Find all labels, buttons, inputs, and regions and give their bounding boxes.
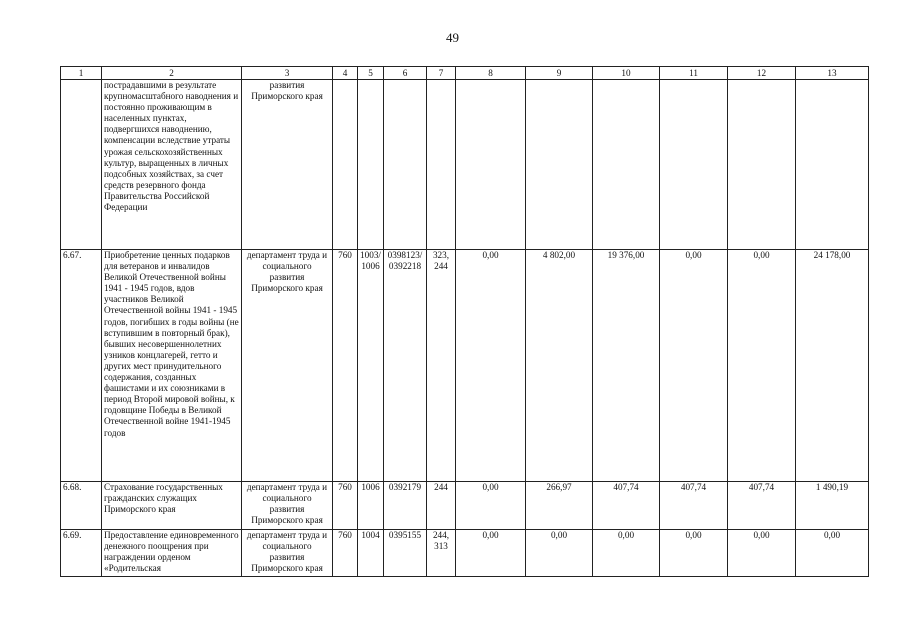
table-row — [61, 250, 869, 482]
table-row — [61, 530, 869, 577]
header-col-5: 5 — [358, 67, 384, 80]
row-col-5: 1004 — [358, 530, 384, 577]
row-col-5: 1006 — [358, 482, 384, 530]
row-col-11 — [660, 80, 728, 250]
row-col-5 — [358, 80, 384, 250]
row-col-4 — [333, 80, 358, 250]
row-col-11: 0,00 — [660, 250, 728, 482]
header-col-8: 8 — [456, 67, 526, 80]
row-col-11: 407,74 — [660, 482, 728, 530]
header-col-4: 4 — [333, 67, 358, 80]
header-col-3: 3 — [242, 67, 333, 80]
row-col-13: 24 178,00 — [796, 250, 869, 482]
row-col-12: 0,00 — [728, 530, 796, 577]
header-col-7: 7 — [427, 67, 456, 80]
row-col-10 — [593, 80, 660, 250]
table-body — [61, 80, 869, 577]
row-col-9: 0,00 — [526, 530, 593, 577]
header-col-1: 1 — [61, 67, 102, 80]
row-col-13 — [796, 80, 869, 250]
row-col-8: 0,00 — [456, 530, 526, 577]
row-col-9: 266,97 — [526, 482, 593, 530]
header-col-9: 9 — [526, 67, 593, 80]
header-row — [61, 67, 869, 80]
budget-table — [60, 66, 869, 577]
row-col-8: 0,00 — [456, 482, 526, 530]
row-description: Предоставление единовременного денежного поощрения при награждении орденом «Родительская — [102, 530, 242, 577]
row-col-6: 0398123/ 0392218 — [384, 250, 427, 482]
header-col-11: 11 — [660, 67, 728, 80]
row-col-6: 0395155 — [384, 530, 427, 577]
row-col-9 — [526, 80, 593, 250]
table-row — [61, 482, 869, 530]
page-number: 49 — [446, 30, 459, 45]
row-col-6: 0392179 — [384, 482, 427, 530]
row-col-12: 407,74 — [728, 482, 796, 530]
row-col-4: 760 — [333, 250, 358, 482]
row-col-13: 0,00 — [796, 530, 869, 577]
row-description: пострадавшими в результате крупномасштабного наводнения и постоянно проживающим в населенных пунктах, подвергшихся наводнению, компенсации вследствие утраты урожая сельскохозяйственных культур, выращенных в личных подсобных хозяйствах, за счет средств резервного фонда Правительства Российской Федерации — [102, 80, 242, 250]
row-col-13: 1 490,19 — [796, 482, 869, 530]
row-number — [61, 80, 102, 250]
row-col-10: 407,74 — [593, 482, 660, 530]
table-row — [61, 80, 869, 250]
row-col-4: 760 — [333, 482, 358, 530]
row-col-10: 0,00 — [593, 530, 660, 577]
row-description: Страхование государственных гражданских служащих Приморского края — [102, 482, 242, 530]
row-col-10: 19 376,00 — [593, 250, 660, 482]
row-col-5: 1003/ 1006 — [358, 250, 384, 482]
header-col-6: 6 — [384, 67, 427, 80]
row-col-8 — [456, 80, 526, 250]
row-col-7 — [427, 80, 456, 250]
row-col-7: 244, 313 — [427, 530, 456, 577]
header-col-10: 10 — [593, 67, 660, 80]
row-number: 6.67. — [61, 250, 102, 482]
row-col-6 — [384, 80, 427, 250]
table-header — [61, 67, 869, 80]
row-col-8: 0,00 — [456, 250, 526, 482]
header-col-13: 13 — [796, 67, 869, 80]
row-col-9: 4 802,00 — [526, 250, 593, 482]
row-number: 6.68. — [61, 482, 102, 530]
row-col-7: 244 — [427, 482, 456, 530]
row-col-11: 0,00 — [660, 530, 728, 577]
row-description: Приобретение ценных подарков для ветеранов и инвалидов Великой Отечественной войны 1941 - 1945 годов, вдов участников Великой Отечественной войны 1941 - 1945 годов, погибших в годы войны (не вступившим в повторный брак), бывших несовершеннолетних узников концлагерей, гетто и других мест принудительного содержания, созданных фашистами и их союзниками в период Второй мировой войны, к годовщине Победы в Великой Отечественной войне 1941-1945 годов — [102, 250, 242, 482]
row-col-12: 0,00 — [728, 250, 796, 482]
row-executor: департамент труда и социального развития Приморского края — [242, 482, 333, 530]
row-col-12 — [728, 80, 796, 250]
header-col-12: 12 — [728, 67, 796, 80]
header-col-2: 2 — [102, 67, 242, 80]
row-executor: департамент труда и социального развития Приморского края — [242, 530, 333, 577]
row-executor: развития Приморского края — [242, 80, 333, 250]
row-col-7: 323, 244 — [427, 250, 456, 482]
row-col-4: 760 — [333, 530, 358, 577]
row-number: 6.69. — [61, 530, 102, 577]
row-executor: департамент труда и социального развития Приморского края — [242, 250, 333, 482]
